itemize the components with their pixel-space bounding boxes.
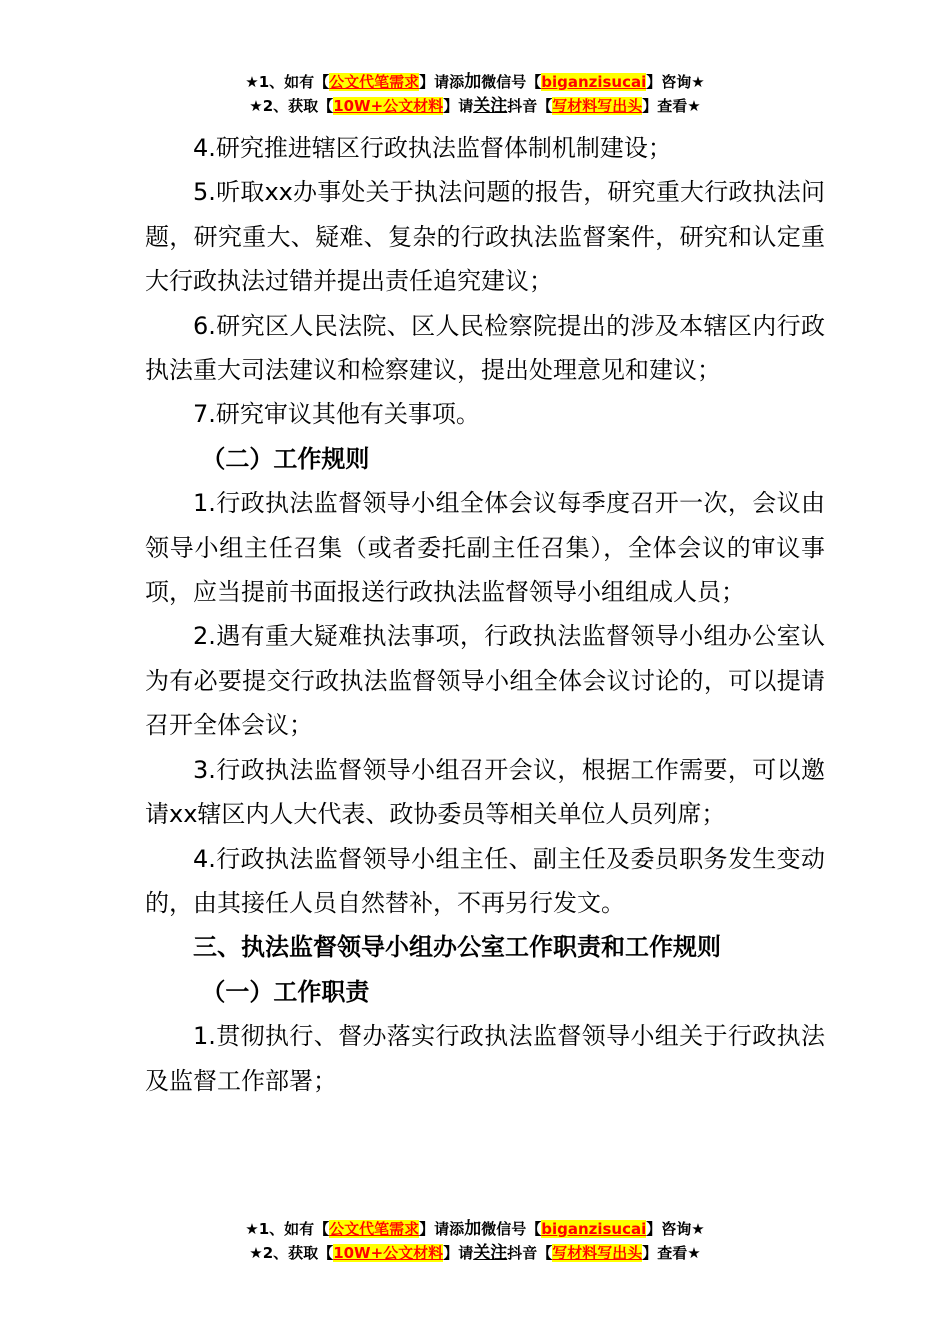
paragraph: 7.研究审议其他有关事项。 xyxy=(193,400,480,429)
banner-highlight: 公文代笔需求 xyxy=(329,1220,420,1238)
banner-wechat-id: biganzisucai xyxy=(541,1220,647,1238)
banner-highlight: 10W+公文材料 xyxy=(333,97,444,115)
paragraph: 5.听取xx办事处关于执法问题的报告，研究重大行政执法问题，研究重大、疑难、复杂的行政执法监督案件，研究和认定重大行政执法过错并提出责任追究建议； xyxy=(145,178,825,296)
subsection-heading: （二）工作规则 xyxy=(201,444,370,473)
banner-wechat-id: biganzisucai xyxy=(541,73,647,91)
banner-highlight: 公文代笔需求 xyxy=(329,73,420,91)
banner-line-1: ★1、如有【公文代笔需求】请添加微信号【biganzisucai】咨询★ xyxy=(245,1219,705,1239)
paragraph: 4.研究推进辖区行政执法监督体制机制建设； xyxy=(193,134,672,162)
paragraph: 1.行政执法监督领导小组全体会议每季度召开一次，会议由领导小组主任召集（或者委托副主任召集），全体会议的审议事项，应当提前书面报送行政执法监督领导小组组成人员； xyxy=(145,489,825,607)
paragraph: 2.遇有重大疑难执法事项，行政执法监督领导小组办公室认为有必要提交行政执法监督领导小组全体会议讨论的，可以提请召开全体会议； xyxy=(145,622,825,740)
paragraph: 1.贯彻执行、督办落实行政执法监督领导小组关于行政执法及监督工作部署； xyxy=(145,1022,825,1095)
header-banner xyxy=(0,70,950,118)
paragraph: 3.行政执法监督领导小组召开会议，根据工作需要，可以邀请xx辖区内人大代表、政协委员等相关单位人员列席； xyxy=(145,755,825,829)
banner-line-1: ★1、如有【公文代笔需求】请添加微信号【biganzisucai】咨询★ xyxy=(245,72,705,92)
paragraph: 6.研究区人民法院、区人民检察院提出的涉及本辖区内行政执法重大司法建议和检察建议，提出处理意见和建议； xyxy=(145,311,825,385)
banner-line-2: ★2、获取【10W+公文材料】请关注抖音【写材料写出头】查看★ xyxy=(249,1243,701,1263)
section-heading: 三、执法监督领导小组办公室工作职责和工作规则 xyxy=(193,933,721,962)
banner-douyin-account: 写材料写出头 xyxy=(552,97,643,115)
paragraph: 4.行政执法监督领导小组主任、副主任及委员职务发生变动的，由其接任人员自然替补，不再另行发文。 xyxy=(145,844,825,917)
banner-douyin-account: 写材料写出头 xyxy=(552,1244,643,1262)
banner-highlight: 10W+公文材料 xyxy=(333,1244,444,1262)
footer-banner xyxy=(0,1217,950,1265)
banner-line-2: ★2、获取【10W+公文材料】请关注抖音【写材料写出头】查看★ xyxy=(249,96,701,116)
document-body xyxy=(145,126,825,1103)
subsection-heading: （一）工作职责 xyxy=(201,977,370,1006)
